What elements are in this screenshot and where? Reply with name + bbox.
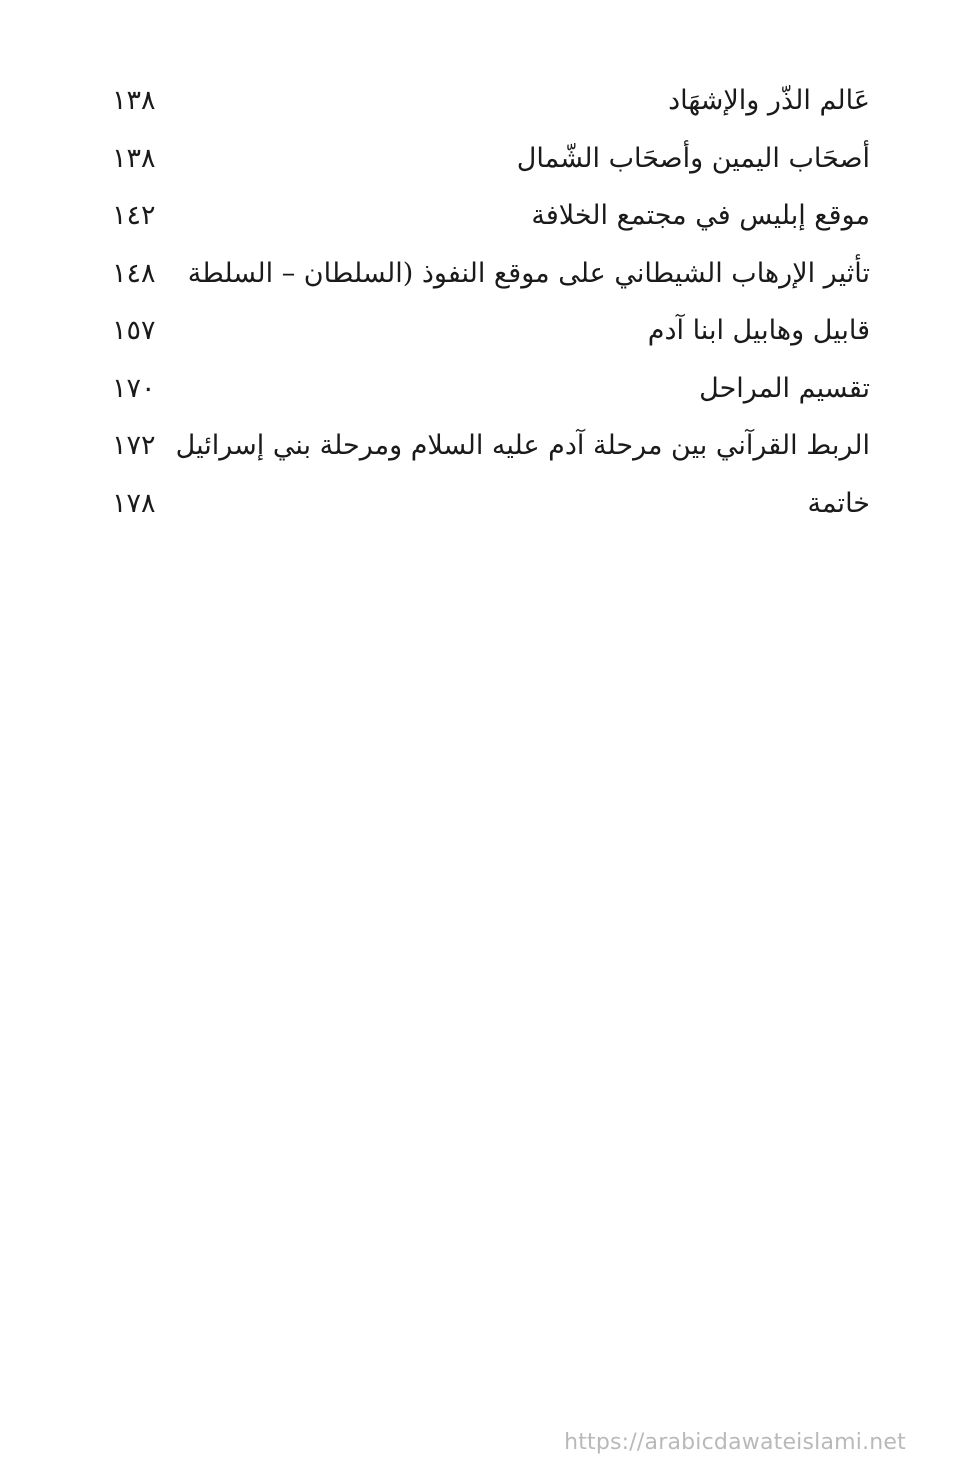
toc-entry-title: قابيل وهابيل ابنا آدم [647, 315, 870, 346]
toc-entry-page: ١٤٨ [112, 257, 156, 289]
toc-entry [112, 187, 870, 245]
toc-entry [112, 417, 870, 475]
toc-entry-title: تأثير الإرهاب الشيطاني على موقع النفوذ (السلطان – السلطة [187, 257, 870, 289]
toc-entry-title: موقع إبليس في مجتمع الخلافة [531, 200, 870, 231]
toc-entry [112, 302, 870, 360]
toc-entry-page: ١٧٨ [112, 487, 156, 519]
table-of-contents [112, 72, 870, 532]
watermark-url: https://arabicdawateislami.net [564, 1430, 906, 1455]
toc-entry-title: عَالم الذّر والإشهَاد [668, 85, 870, 116]
toc-entry-page: ١٣٨ [112, 85, 156, 116]
toc-entry [112, 475, 870, 533]
toc-entry-page: ١٧٠ [112, 372, 156, 404]
toc-entry-title: تقسيم المراحل [699, 372, 870, 404]
toc-entry [112, 245, 870, 303]
toc-entry-page: ١٥٧ [112, 315, 156, 346]
toc-entry [112, 130, 870, 188]
toc-entry-page: ١٣٨ [112, 142, 156, 174]
toc-entry [112, 72, 870, 130]
toc-entry-title: أصحَاب اليمين وأصحَاب الشّمال [516, 142, 870, 174]
toc-entry-page: ١٧٢ [112, 430, 156, 461]
toc-entry-page: ١٤٢ [112, 200, 156, 231]
toc-entry-title: الربط القرآني بين مرحلة آدم عليه السلام ومرحلة بني إسرائيل [175, 430, 870, 461]
toc-entry [112, 360, 870, 418]
toc-entry-title: خاتمة [807, 487, 870, 519]
